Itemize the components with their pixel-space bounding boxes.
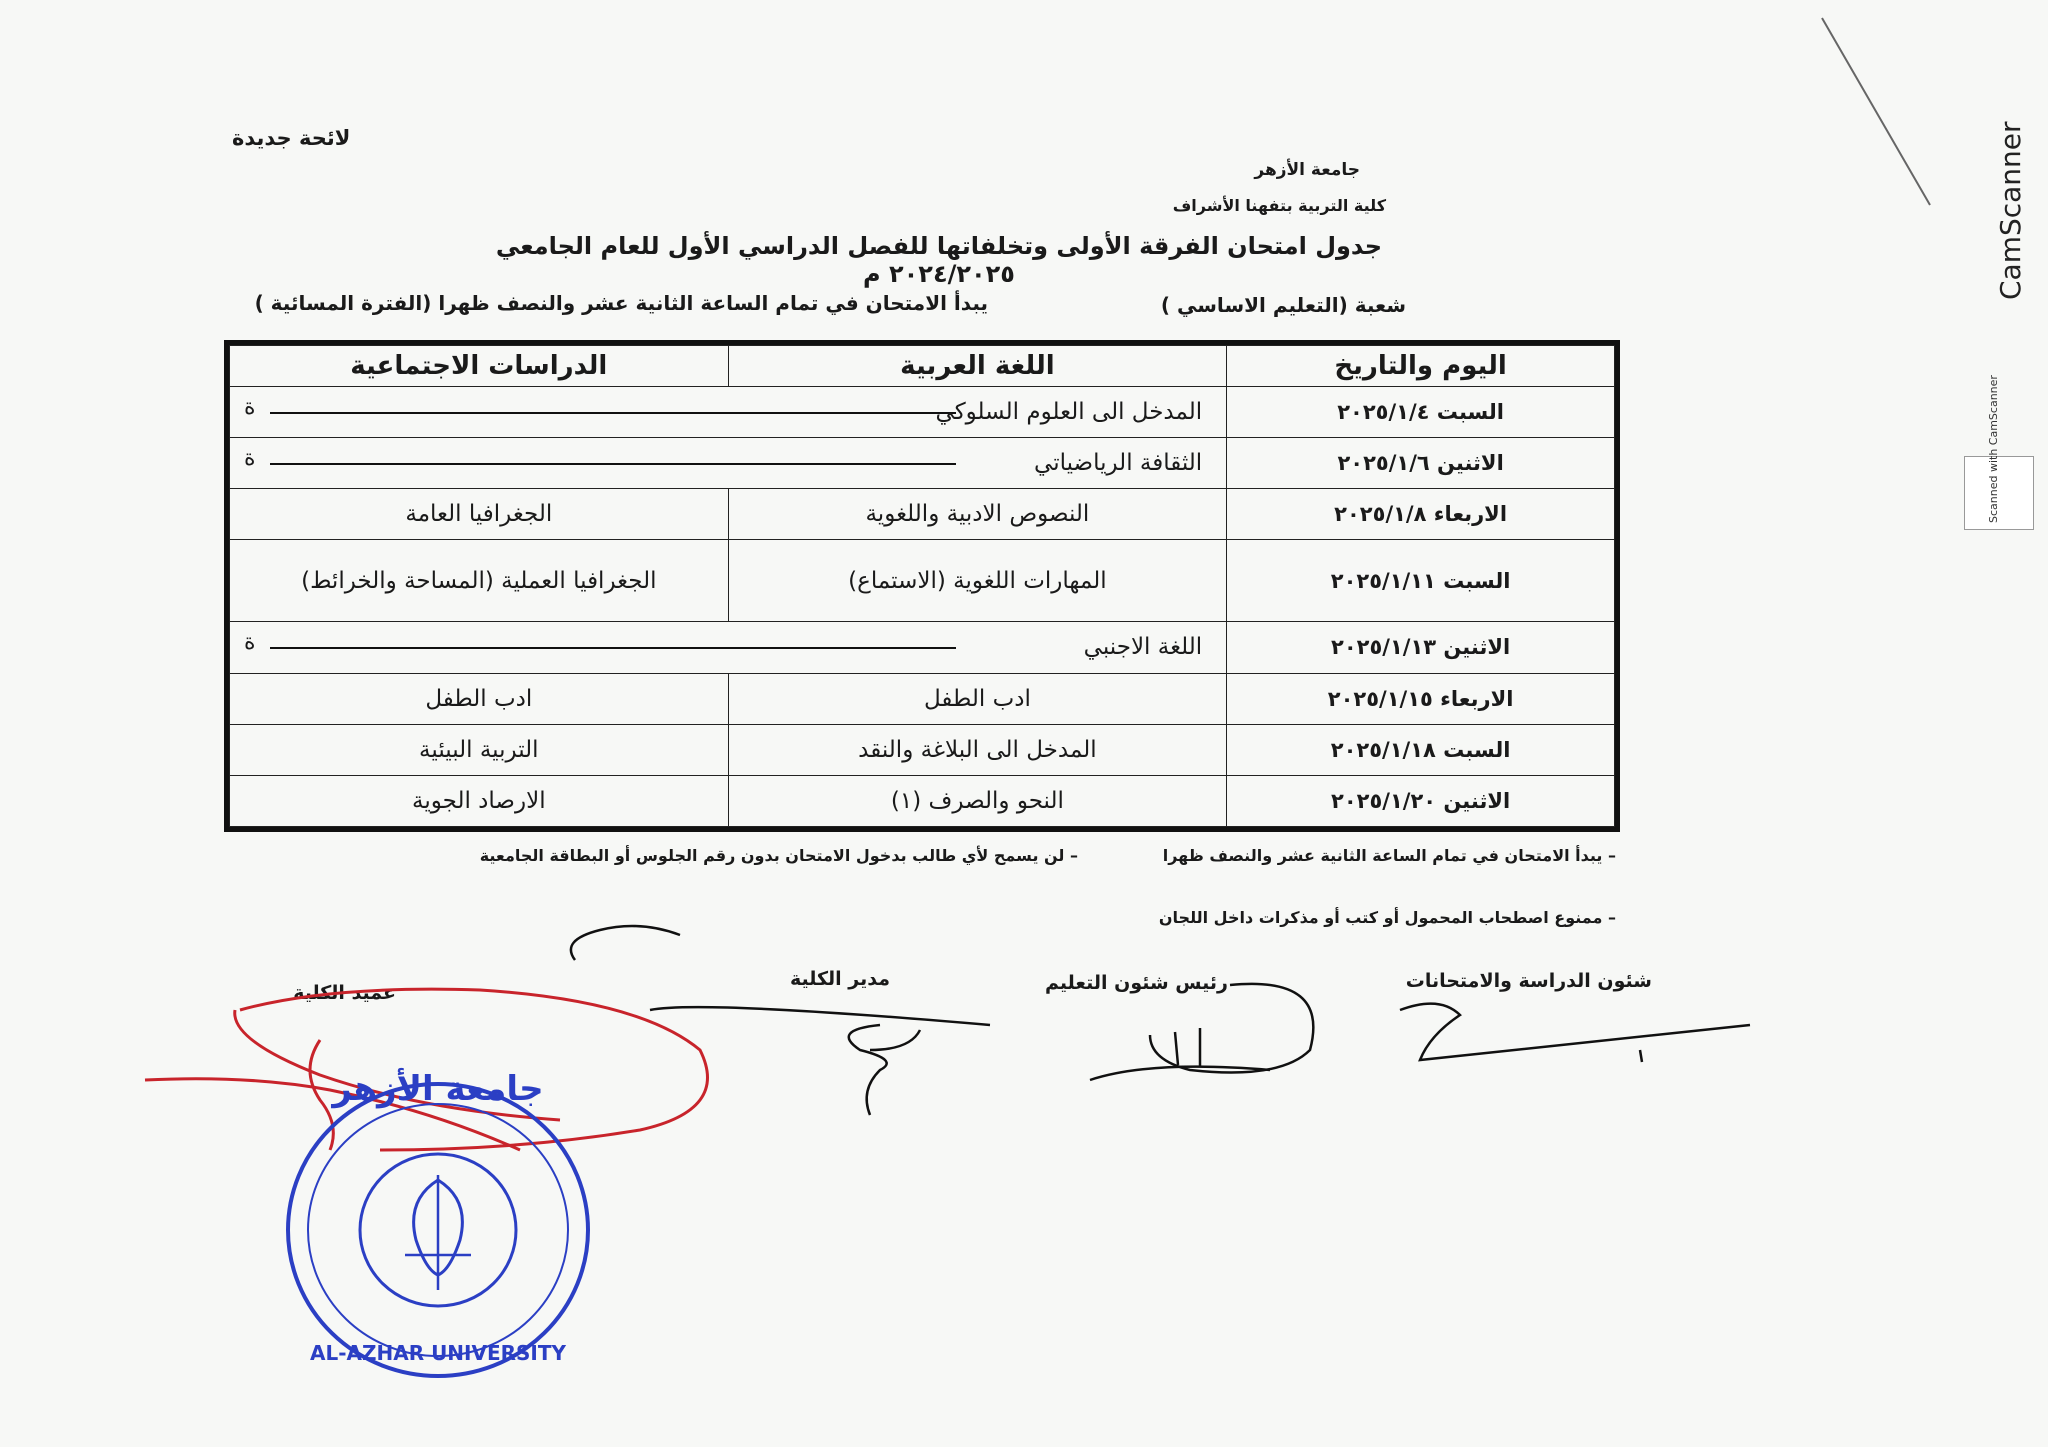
span-tail: ة [244, 395, 256, 420]
signature-director [571, 926, 990, 1115]
page-title: جدول امتحان الفرقة الأولى وتخلفاتها للفصل الدراسي الأول للعام الجامعي ٢٠٢٤/٢٠٢٥ م [495, 232, 1383, 288]
span-tail: ة [244, 630, 256, 656]
row-date: الاربعاء ٢٠٢٥/١/١٥ [1227, 673, 1615, 724]
camscanner-watermark: CamScanner [1994, 121, 2027, 300]
row-social-subject: الجغرافيا العملية (المساحة والخرائط) [230, 540, 729, 622]
college-name: كلية التربية بتفهنا الأشراف [1172, 196, 1386, 215]
shared-subject-text: الثقافة الرياضياتي [1034, 450, 1203, 477]
note-no-phones: – ممنوع اصطحاب المحمول أو كتب أو مذكرات داخل اللجان [1158, 908, 1616, 927]
header-date: اليوم والتاريخ [1227, 346, 1615, 387]
row-date: السبت ٢٠٢٥/١/١٨ [1227, 724, 1615, 775]
row-social-subject: الارصاد الجوية [230, 775, 729, 826]
seal-english-text: AL-AZHAR UNIVERSITY [309, 1341, 567, 1365]
row-date: السبت ٢٠٢٥/١/١١ [1227, 540, 1615, 622]
header-arabic: اللغة العربية [728, 346, 1227, 387]
row-date: الاثنين ٢٠٢٥/١/٦ [1227, 438, 1615, 489]
signature-studies [1400, 1004, 1750, 1062]
row-social-subject: ادب الطفل [230, 673, 729, 724]
shared-subject-text: اللغة الاجنبي [1083, 634, 1203, 661]
signature-education-head [1090, 984, 1313, 1080]
scan-edge-line [1822, 18, 1930, 205]
signature-title-studies: شئون الدراسة والامتحانات [1405, 970, 1652, 992]
seal-arabic-text: جامعة الأزهر [332, 1069, 544, 1109]
row-date: الاثنين ٢٠٢٥/١/٢٠ [1227, 775, 1615, 826]
row-arabic-subject: ادب الطفل [728, 673, 1227, 724]
row-arabic-subject: المدخل الى البلاغة والنقد [728, 724, 1227, 775]
header-social: الدراسات الاجتماعية [230, 346, 729, 387]
shared-subject-text: المدخل الى العلوم السلوكي [935, 399, 1203, 426]
row-social-subject: التربية البيئية [230, 724, 729, 775]
row-arabic-subject: النحو والصرف (١) [728, 775, 1227, 826]
new-list-label: لائحة جديدة [232, 126, 351, 150]
row-date: الاربعاء ٢٠٢٥/١/٨ [1227, 489, 1615, 540]
signature-title-director: مدير الكلية [789, 968, 890, 990]
span-tail: ة [244, 446, 256, 472]
camscanner-badge: Scanned with CamScanner [1964, 456, 2034, 530]
university-name: جامعة الأزهر [1254, 160, 1360, 180]
college-seal [288, 1084, 588, 1376]
row-social-subject: الجغرافيا العامة [230, 489, 729, 540]
row-arabic-subject: النصوص الادبية واللغوية [728, 489, 1227, 540]
row-arabic-subject: المهارات اللغوية (الاستماع) [728, 540, 1227, 622]
row-date: السبت ٢٠٢٥/١/٤ [1227, 387, 1615, 438]
signature-title-education-head: رئيس شئون التعليم [1044, 972, 1228, 994]
row-date: الاثنين ٢٠٢٥/١/١٣ [1227, 622, 1615, 673]
start-time-note: يبدأ الامتحان في تمام الساعة الثانية عشر والنصف ظهرا (الفترة المسائية ) [254, 291, 988, 315]
division-label: شعبة (التعليم الاساسي ) [1160, 293, 1406, 317]
signature-title-dean: عميد الكلية [293, 982, 396, 1004]
note-seat-number: – لن يسمح لأي طالب بدخول الامتحان بدون رقم الجلوس أو البطاقة الجامعية [479, 846, 1078, 865]
note-start-time: – يبدأ الامتحان في تمام الساعة الثانية عشر والنصف ظهرا [1162, 846, 1616, 865]
